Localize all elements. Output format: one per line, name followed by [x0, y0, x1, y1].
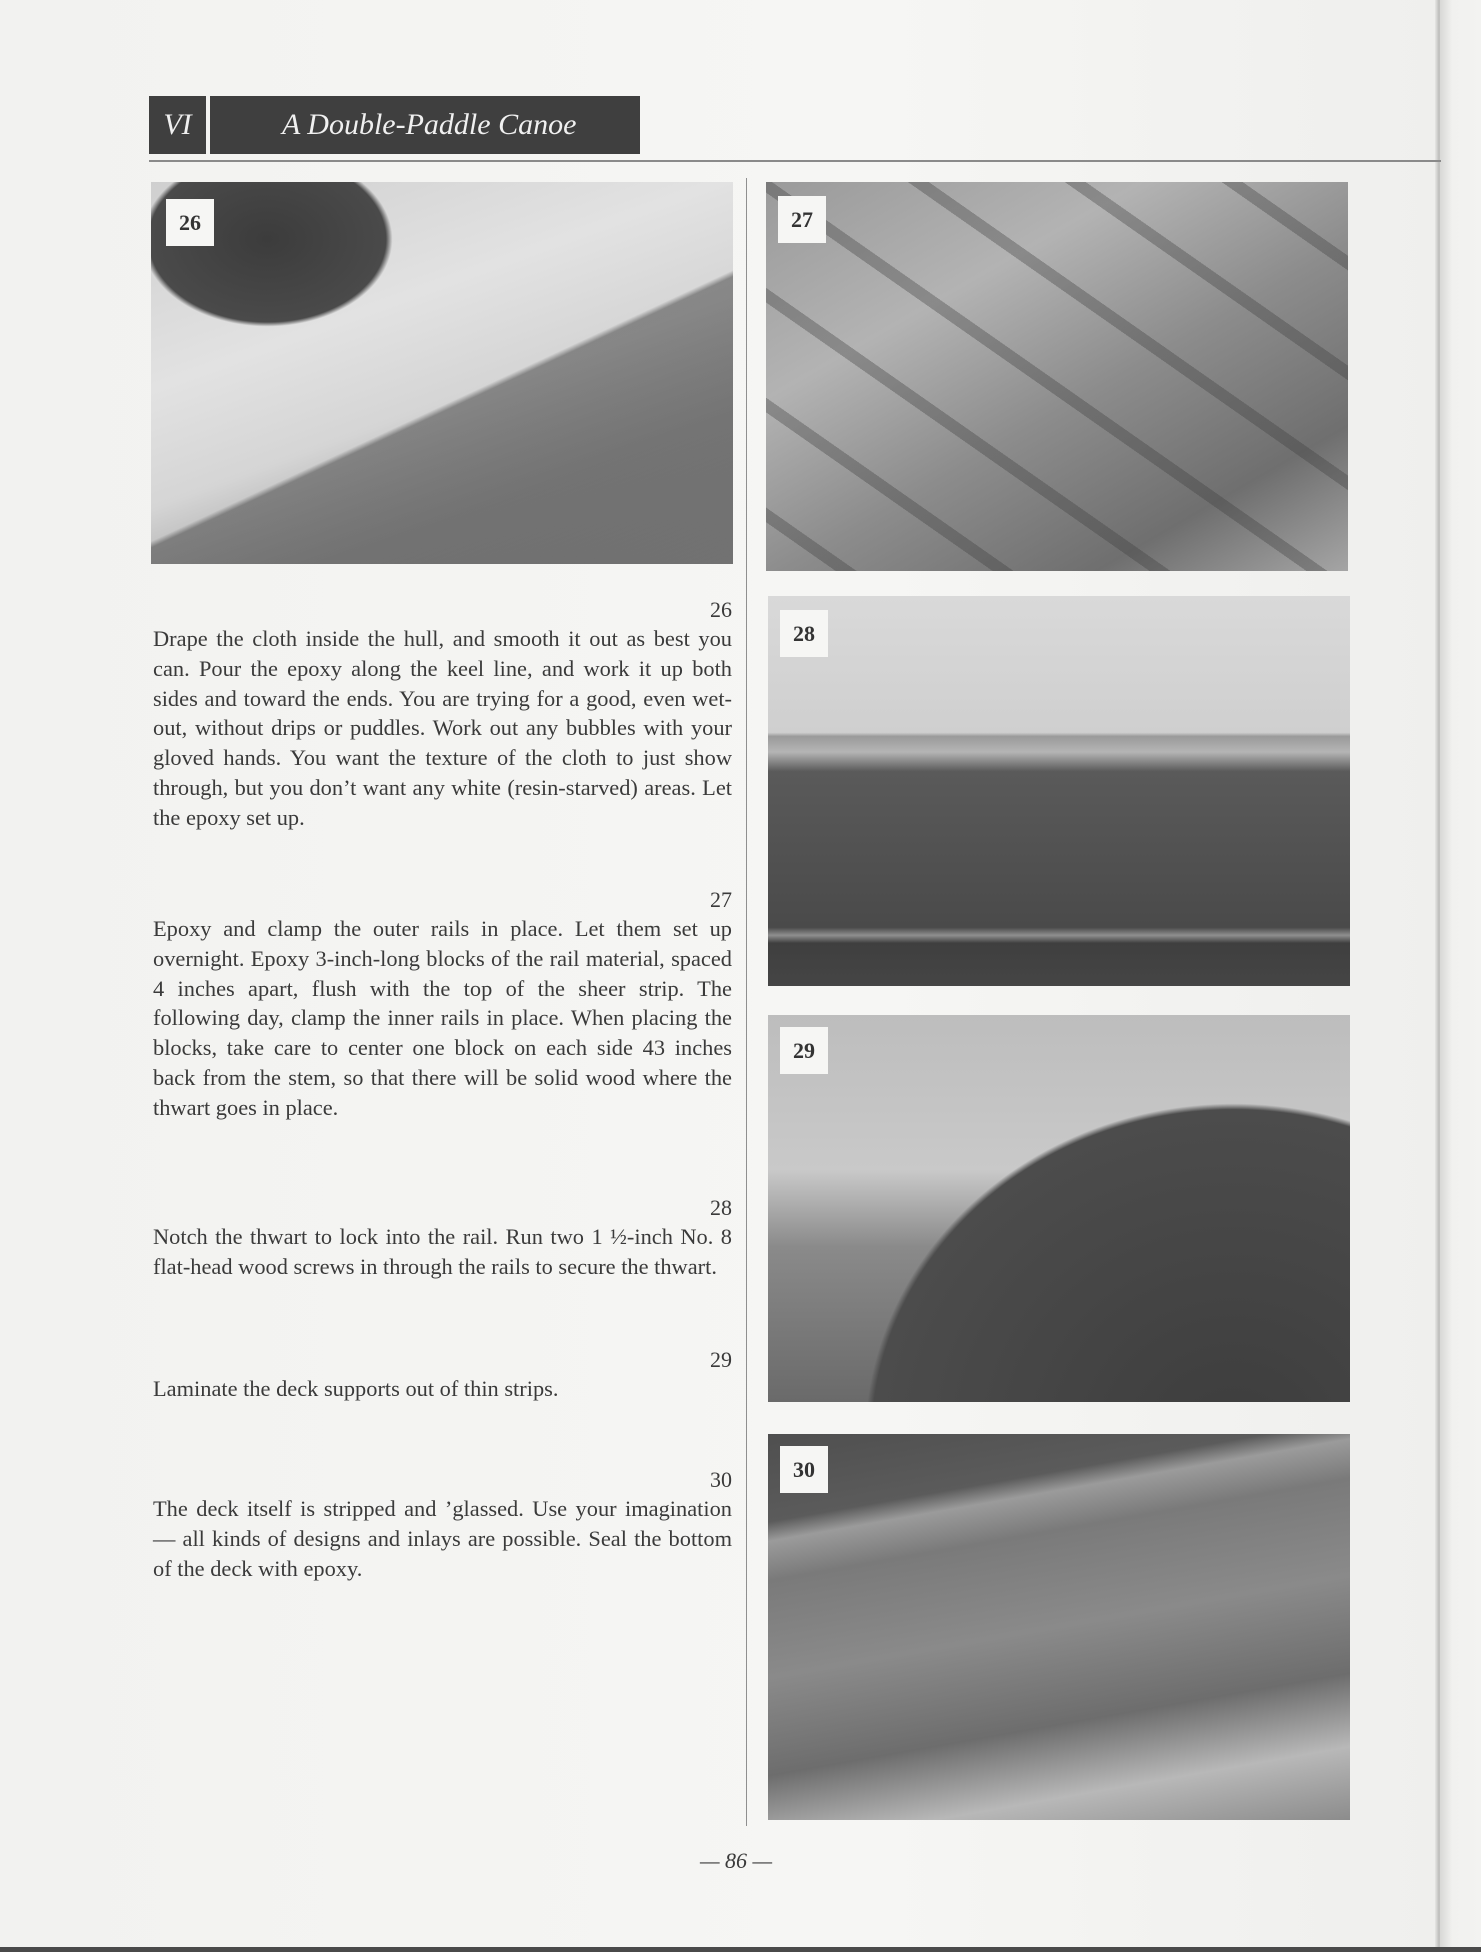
step-29 [153, 1346, 732, 1404]
step-26 [153, 596, 732, 833]
column-divider [746, 178, 747, 1826]
photo-29 [768, 1015, 1350, 1402]
step-number: 28 [710, 1195, 732, 1220]
scan-bottom-edge [0, 1947, 1481, 1952]
photo-number-label: 28 [780, 610, 828, 657]
step-number: 29 [710, 1347, 732, 1372]
step-28 [153, 1194, 732, 1282]
step-text: Laminate the deck supports out of thin strips. [153, 1376, 559, 1401]
photo-30 [768, 1434, 1350, 1820]
chapter-header [149, 96, 640, 154]
photo-number-label: 30 [780, 1446, 828, 1493]
step-number: 27 [710, 887, 732, 912]
step-text: Notch the thwart to lock into the rail. Run two 1 ½-inch No. 8 flat-head wood screws in through the rails to secure the thwart. [153, 1224, 732, 1279]
photo-number-label: 26 [166, 199, 214, 246]
facing-page-edge [1440, 0, 1481, 1952]
step-text: The deck itself is stripped and ’glassed. Use your imagination — all kinds of designs and inlays are possible. Seal the bottom of the deck with epoxy. [153, 1496, 732, 1581]
photo-number-label: 29 [780, 1027, 828, 1074]
photo-27 [766, 182, 1348, 571]
chapter-number: VI [149, 96, 206, 154]
photo-number-label: 27 [778, 196, 826, 243]
step-text: Epoxy and clamp the outer rails in place. Let them set up overnight. Epoxy 3-inch-long blocks of the rail material, spaced 4 inches apart, flush with the top of the sheer strip. The following day, clamp the inner rails in place. When placing the blocks, take care to center one block on each side 43 inches back from the stem, so that there will be solid wood where the thwart goes in place. [153, 916, 732, 1120]
step-30 [153, 1466, 732, 1583]
photo-26 [151, 182, 733, 564]
photo-28 [768, 596, 1350, 986]
step-number: 26 [710, 597, 732, 622]
chapter-title: A Double-Paddle Canoe [210, 96, 640, 154]
step-number: 30 [710, 1467, 732, 1492]
step-text: Drape the cloth inside the hull, and smooth it out as best you can. Pour the epoxy along the keel line, and work it up both sides and toward the ends. You are trying for a good, even wet-out, without drips or puddles. Work out any bubbles with your gloved hands. You want the texture of the cloth to just show through, but you don’t want any white (resin-starved) areas. Let the epoxy set up. [153, 626, 732, 830]
header-rule [149, 160, 1441, 162]
step-27 [153, 886, 732, 1123]
page-number: — 86 — [700, 1848, 773, 1873]
